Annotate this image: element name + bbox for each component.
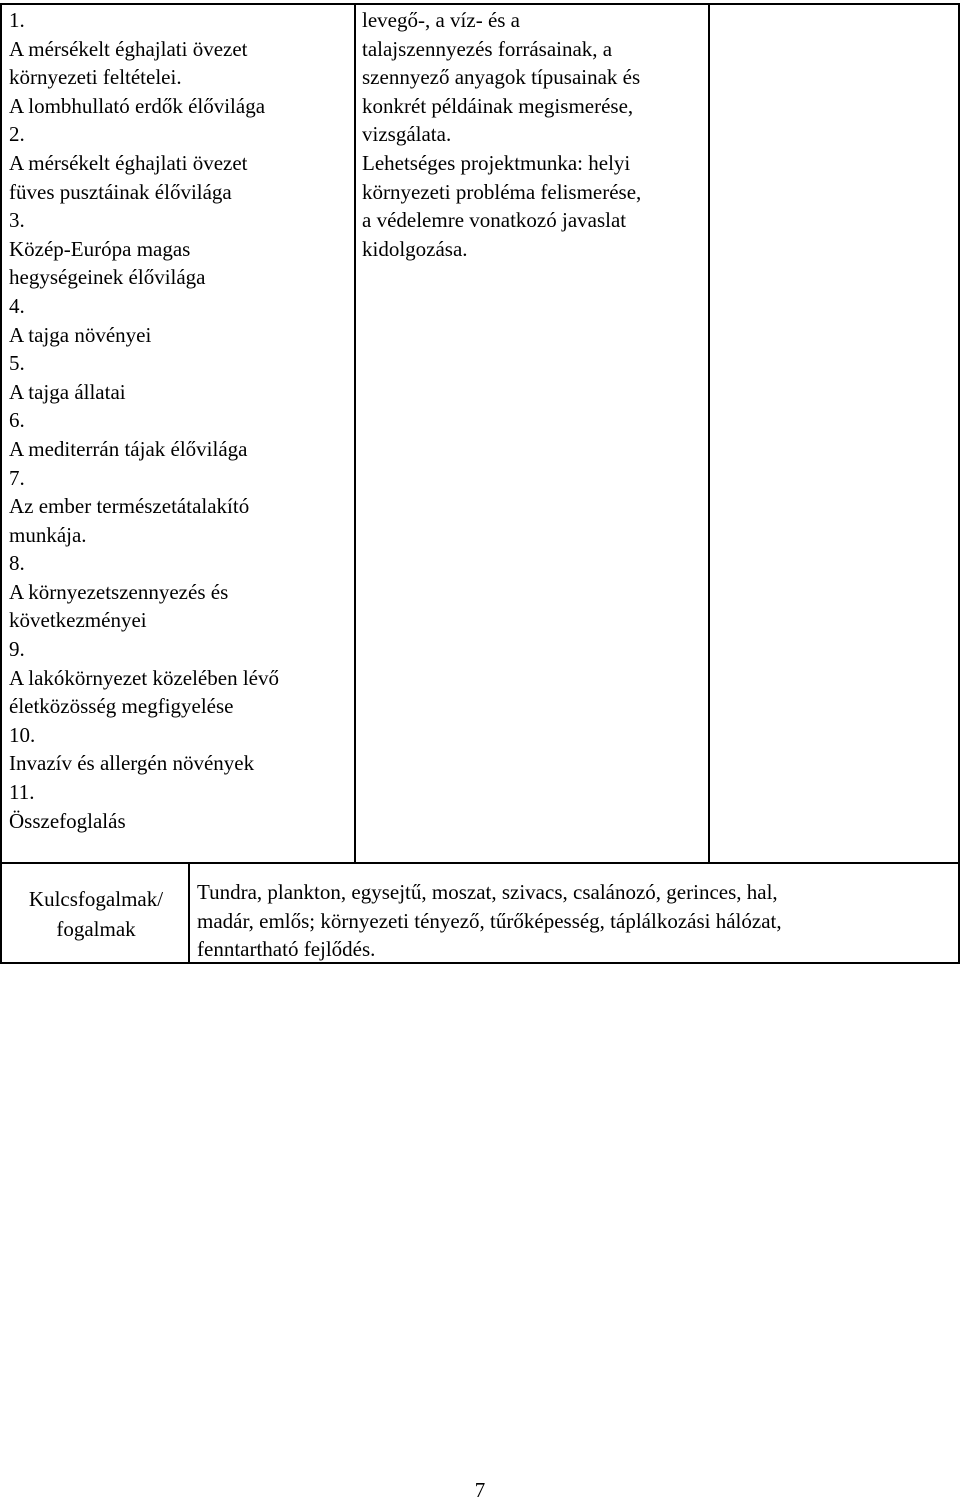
topic-line: 9.: [9, 637, 25, 662]
topic-line: 10.: [9, 722, 36, 747]
topic-line: füves pusztáinak élővilága: [9, 179, 232, 204]
topic-line: A mediterrán tájak élővilága: [9, 436, 248, 461]
column-divider-1: [354, 3, 356, 863]
notes-cell: [710, 5, 958, 862]
topic-line: A mérsékelt éghajlati övezet: [9, 36, 248, 61]
activity-line: levegő-, a víz- és a: [362, 8, 521, 32]
key-concepts-label-line: fogalmak: [56, 917, 136, 941]
topic-line: 6.: [9, 408, 25, 433]
topic-line: Összefoglalás: [9, 808, 126, 833]
topic-line: 1.: [9, 8, 25, 32]
topic-line: 11.: [9, 780, 35, 805]
key-concepts-label: [4, 884, 188, 944]
topic-line: hegységeinek élővilága: [9, 265, 206, 290]
activity-line: Lehetséges projektmunka: helyi: [362, 150, 631, 175]
topics-cell: [9, 6, 279, 835]
topic-line: 4.: [9, 293, 25, 318]
table-border-left: [0, 3, 2, 964]
topic-line: 7.: [9, 465, 25, 490]
activity-line: szennyező anyagok típusainak és: [362, 65, 641, 90]
topic-line: életközösség megfigyelése: [9, 694, 234, 719]
topic-line: A környezetszennyezés és: [9, 579, 229, 604]
topic-line: 2.: [9, 122, 25, 147]
activity-line: vizsgálata.: [362, 122, 452, 147]
topic-line: 3.: [9, 208, 25, 233]
key-concepts-line: Tundra, plankton, egysejtű, moszat, szivacs, csalánozó, gerinces, hal,: [197, 880, 778, 904]
activity-line: konkrét példáinak megismerése,: [362, 93, 634, 118]
row-divider: [0, 862, 960, 864]
activity-line: környezeti probléma felismerése,: [362, 179, 642, 204]
key-concepts-text: [197, 878, 782, 964]
topic-line: A lombhullató erdők élővilága: [9, 93, 266, 118]
topic-line: Közép-Európa magas: [9, 236, 191, 261]
key-concepts-label-line: Kulcsfogalmak/: [28, 887, 164, 911]
topic-line: A lakókörnyezet közelében lévő: [9, 665, 279, 690]
activity-line: talajszennyezés forrásainak, a: [362, 36, 613, 61]
topic-line: környezeti feltételei.: [9, 65, 182, 90]
topic-line: 8.: [9, 551, 25, 576]
key-column-divider: [188, 862, 190, 964]
topic-line: 5.: [9, 351, 25, 376]
topic-line: A mérsékelt éghajlati övezet: [9, 150, 248, 175]
topic-line: Invazív és allergén növények: [9, 751, 255, 776]
activities-cell: [362, 6, 641, 263]
key-concepts-line: madár, emlős; környezeti tényező, tűrőképesség, táplálkozási hálózat,: [197, 908, 782, 933]
topic-line: A tajga növényei: [9, 322, 152, 347]
page-number: 7: [474, 1478, 486, 1502]
topic-line: Az ember természetátalakító: [9, 494, 250, 519]
activity-line: kidolgozása.: [362, 236, 468, 261]
key-concepts-line: fenntartható fejlődés.: [197, 937, 376, 962]
topic-line: következményei: [9, 608, 147, 633]
topic-line: A tajga állatai: [9, 379, 126, 404]
topic-line: munkája.: [9, 522, 87, 547]
activity-line: a védelemre vonatkozó javaslat: [362, 208, 627, 233]
